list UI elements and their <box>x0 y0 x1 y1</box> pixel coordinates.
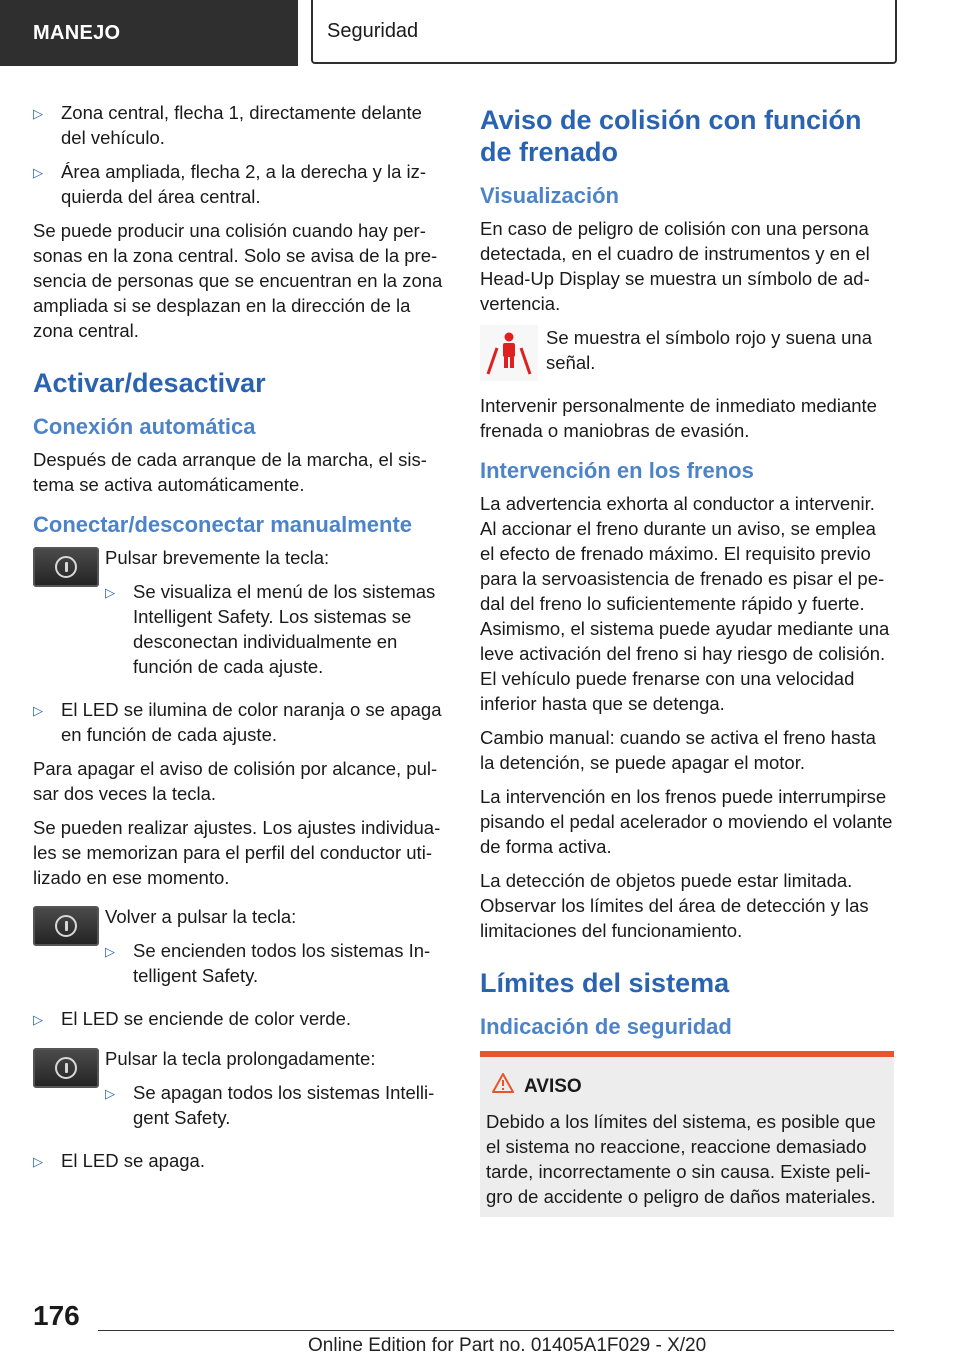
triangle-bullet-icon: ▷ <box>105 944 115 959</box>
footer-edition: Online Edition for Part no. 01405A1F029 - X/20 <box>308 1335 707 1356</box>
chapter-title: Seguridad <box>327 19 419 42</box>
list-item: ▷ Zona central, flecha 1, directamente delante del vehículo. <box>33 102 422 148</box>
triangle-bullet-icon: ▷ <box>105 1086 115 1101</box>
heading-conexion: Conexión automática <box>33 414 256 439</box>
right-column <box>480 100 894 1217</box>
paragraph: En caso de peligro de colisión con una persona detectada, en el cuadro de instrumentos y en el Head-Up Display se muestra un símbolo de advertencia. <box>480 218 870 314</box>
chapter-tab <box>311 0 897 64</box>
triangle-bullet-icon: ▷ <box>33 703 43 718</box>
intelligent-safety-button-icon <box>33 1048 99 1088</box>
paragraph: Se pueden realizar ajustes. Los ajustes individuales se memorizan para el perfil del conductor utilizado en ese momento. <box>33 817 441 888</box>
list-item: ▷ El LED se enciende de color verde. <box>33 1006 447 1032</box>
key-instruction: Pulsar brevemente la tecla: ▷ Se visualiza el menú de los sistemas Intelligent Safety. Los sistemas se desconectan individualmente en función de cada ajuste. <box>33 545 447 688</box>
heading-aviso-colision: Aviso de colisión con función de frenado <box>480 105 862 167</box>
triangle-bullet-icon: ▷ <box>105 585 115 600</box>
heading-manual: Conectar/desconectar manualmente <box>33 512 413 537</box>
warning-text: Debido a los límites del sistema, es posible que el sistema no reaccione, reaccione demasiado tarde, incorrectamente o sin causa. Existe peligro de accidente o peligro de daños materiales. <box>486 1111 876 1207</box>
pedestrian-warning-icon <box>480 325 538 381</box>
section-title: MANEJO <box>33 21 121 44</box>
heading-frenos: Intervención en los frenos <box>480 458 754 483</box>
triangle-bullet-icon: ▷ <box>33 106 43 121</box>
heading-limites: Límites del sistema <box>480 968 730 998</box>
warning-triangle-icon <box>492 1073 514 1099</box>
triangle-bullet-icon: ▷ <box>33 1154 43 1169</box>
list-item: ▷ Se encienden todos los sistemas Intelligent Safety. <box>105 940 431 986</box>
paragraph: Para apagar el aviso de colisión por alcance, pulsar dos veces la tecla. <box>33 758 438 804</box>
triangle-bullet-icon: ▷ <box>33 1012 43 1027</box>
section-tab <box>0 0 298 66</box>
footer-divider <box>98 1330 894 1331</box>
list-item: ▷ Se visualiza el menú de los sistemas Intelligent Safety. Los sistemas se desconectan individualmente en función de cada ajuste. <box>105 581 436 677</box>
heading-activar: Activar/desactivar <box>33 368 266 398</box>
key-instruction: Pulsar la tecla prolongadamente: ▷ Se apagan todos los sistemas Intelligent Safety. <box>33 1046 447 1139</box>
symbol-instruction: Se muestra el símbolo rojo y suena una señal. <box>480 325 894 384</box>
left-column <box>33 100 447 1183</box>
paragraph: La advertencia exhorta al conductor a intervenir. Al accionar el freno durante un aviso, se emplea el efecto de frenado máximo. El requisito previo para la servoasistencia de frenado es pisar el pedal del freno lo suficientemente rápido y fuerte. Asimismo, el sistema puede ayudar mediante una leve activación del freno si hay riesgo de colisión. El vehículo puede frenarse con una velocidad inferior hasta que se detenga. <box>480 493 890 714</box>
list-item: ▷ Se apagan todos los sistemas Intelligent Safety. <box>105 1082 435 1128</box>
list-item: ▷ El LED se apaga. <box>33 1148 447 1174</box>
key-instruction: Volver a pulsar la tecla: ▷ Se encienden todos los sistemas Intelligent Safety. <box>33 904 447 997</box>
list-item: ▷ Área ampliada, flecha 2, a la derecha y la izquierda del área central. <box>33 161 427 207</box>
heading-indicacion: Indicación de seguridad <box>480 1014 732 1039</box>
paragraph: La detección de objetos puede estar limitada. Observar los límites del área de detección y las limitaciones del funcionamiento. <box>480 870 869 941</box>
intelligent-safety-button-icon <box>33 547 99 587</box>
intelligent-safety-button-icon <box>33 906 99 946</box>
paragraph: Intervenir personalmente de inmediato mediante frenada o maniobras de evasión. <box>480 395 877 441</box>
paragraph: Se puede producir una colisión cuando hay personas en la zona central. Solo se avisa de la presencia de personas que se encuentran en la zona ampliada si se desplazan en la dirección de la zona central. <box>33 220 443 341</box>
triangle-bullet-icon: ▷ <box>33 165 43 180</box>
heading-visualizacion: Visualización <box>480 183 619 208</box>
page-number: 176 <box>33 1300 80 1331</box>
paragraph: Cambio manual: cuando se activa el freno hasta la detención, se puede apagar el motor. <box>480 727 876 773</box>
warning-label: AVISO <box>524 1075 582 1097</box>
paragraph: La intervención en los frenos puede interrumpirse pisando el pedal acelerador o moviendo el volante de forma activa. <box>480 786 893 857</box>
list-item: ▷ El LED se ilumina de color naranja o se apaga en función de cada ajuste. <box>33 699 442 745</box>
warning-box <box>480 1051 894 1217</box>
paragraph: Después de cada arranque de la marcha, el sistema se activa automáticamente. <box>33 449 427 495</box>
